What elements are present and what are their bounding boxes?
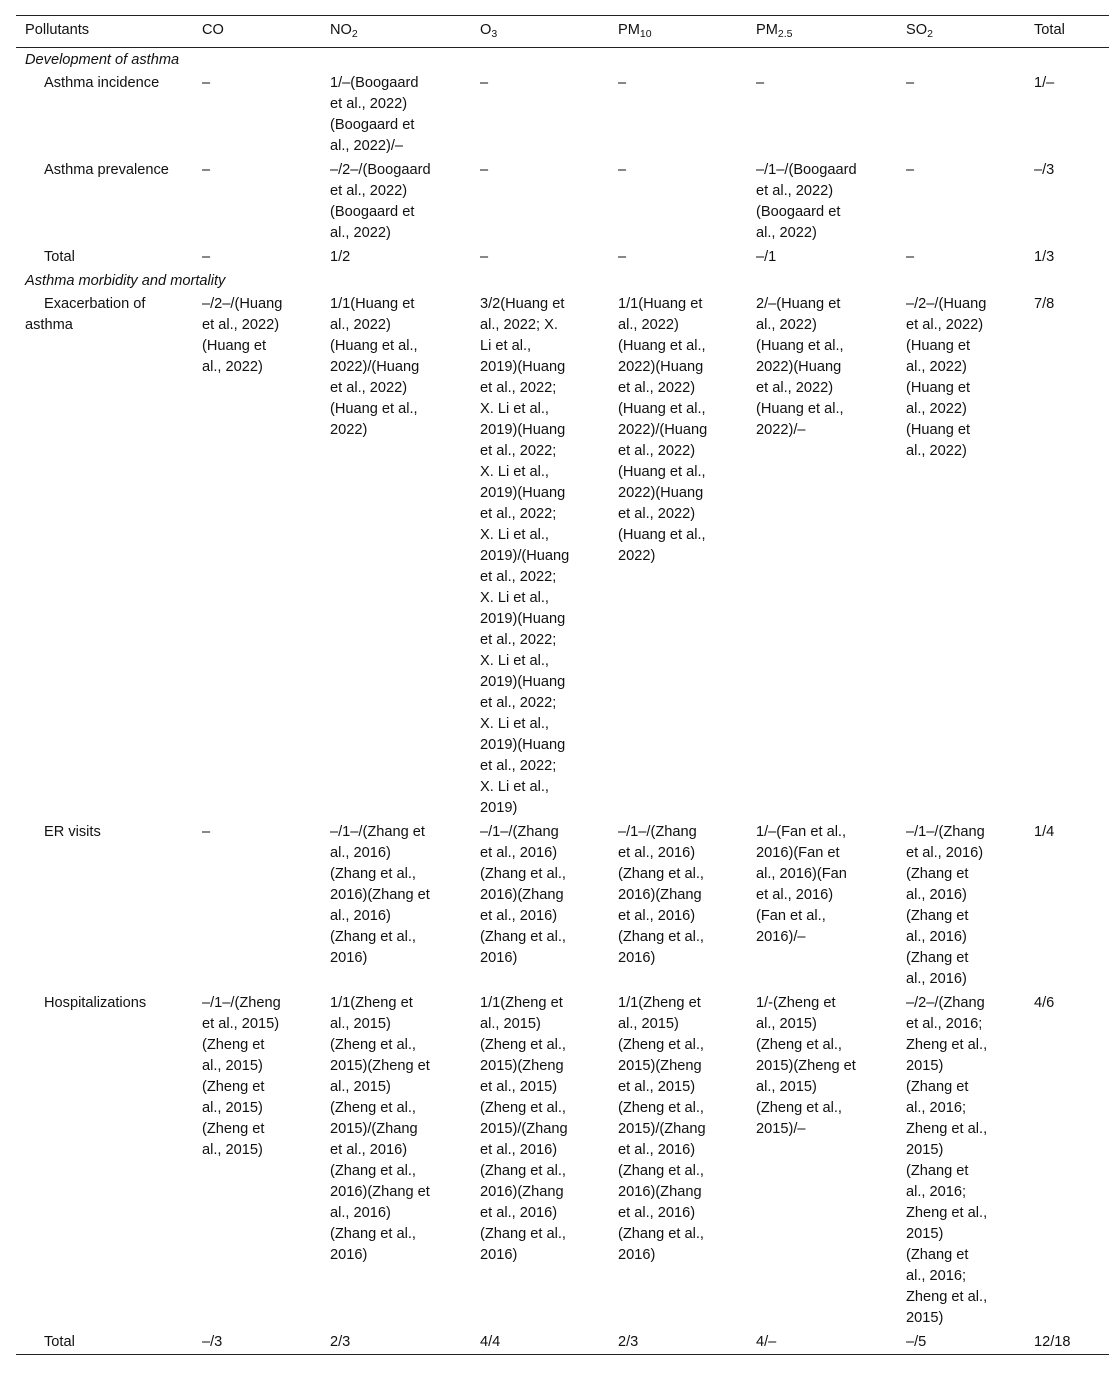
row-label: Total xyxy=(44,249,75,265)
header-co: CO xyxy=(202,22,224,38)
header-pm10: $PM_{10}$ xyxy=(618,22,652,40)
cell-so2: –/2–/(Zhang et al., 2016; Zheng et al., 2015) (Zhang et al., 2016; Zheng et al., 2015) (Zhang et al., 2016; Zheng et al., 2015) (Zhang et al., 2016; Zheng et al., 2015) xyxy=(906,995,988,1326)
cell-pm25: –/1 xyxy=(756,249,777,265)
cell-total: 12/18 xyxy=(1034,1334,1071,1350)
table-row-asthma-prevalence xyxy=(16,158,1109,245)
cell-pm25: –/1–/(Boogaard et al., 2022) (Boogaard et al., 2022) xyxy=(756,162,857,241)
cell-total: 1/4 xyxy=(1034,824,1055,840)
table-row-er-visits xyxy=(16,820,1109,991)
cell-so2: – xyxy=(906,249,915,265)
row-label: Asthma incidence xyxy=(44,75,160,91)
table-row-development-total xyxy=(16,245,1109,269)
cell-pm25: 2/–(Huang et al., 2022) (Huang et al., 2022)(Huang et al., 2022) (Huang et al., 2022)/– xyxy=(756,296,844,438)
row-label: Hospitalizations xyxy=(44,995,147,1011)
cell-no2: –/1–/(Zhang et al., 2016) (Zhang et al., 2016)(Zhang et al., 2016) (Zhang et al., 2016) xyxy=(330,824,430,966)
cell-pm10: – xyxy=(618,162,627,178)
cell-no2: –/2–/(Boogaard et al., 2022) (Boogaard et al., 2022) xyxy=(330,162,431,241)
cell-pm25: 4/– xyxy=(756,1334,777,1350)
header-pm25: $PM_{2.5}$ xyxy=(756,22,793,40)
cell-total: 7/8 xyxy=(1034,296,1055,312)
cell-total: 1/3 xyxy=(1034,249,1055,265)
cell-so2: – xyxy=(906,162,915,178)
cell-co: – xyxy=(202,75,211,91)
cell-pm10: 1/1(Huang et al., 2022) (Huang et al., 2022)(Huang et al., 2022) (Huang et al., 2022)/(Huang et al., 2022) (Huang et al., 2022)(Huang et al., 2022) (Huang et al., 2022) xyxy=(618,296,708,564)
cell-co: –/1–/(Zheng et al., 2015) (Zheng et al., 2015) (Zheng et al., 2015) (Zheng et al., 2015) xyxy=(202,995,281,1158)
cell-no2: 1/–(Boogaard et al., 2022) (Boogaard et al., 2022)/– xyxy=(330,75,419,154)
cell-pm10: –/1–/(Zhang et al., 2016) (Zhang et al., 2016)(Zhang et al., 2016) (Zhang et al., 2016) xyxy=(618,824,704,966)
row-label: Asthma prevalence xyxy=(44,162,169,178)
cell-o3: 1/1(Zheng et al., 2015) (Zheng et al., 2015)(Zheng et al., 2015) (Zheng et al., 2015)/(Zhang et al., 2016) (Zhang et al., 2016)(Zhang et al., 2016) (Zhang et al., 2016) xyxy=(480,995,568,1263)
cell-o3: 3/2(Huang et al., 2022; X. Li et al., 2019)(Huang et al., 2022; X. Li et al., 2019)(Huang et al., 2022; X. Li et al., 2019)(Huang et al., 2022; X. Li et al., 2019)/(Huang et al., 2022; X. Li et al., 2019)(Huang et al., 2022; X. Li et al., 2019)(Huang et al., 2022; X. Li et al., 2019)(Huang et al., 2022; X. Li et al., 2019) xyxy=(480,296,570,816)
header-total: Total xyxy=(1034,22,1065,38)
cell-co: –/2–/(Huang et al., 2022) (Huang et al., 2022) xyxy=(202,296,283,375)
cell-co: – xyxy=(202,824,211,840)
cell-co: – xyxy=(202,162,211,178)
cell-no2: 1/1(Zheng et al., 2015) (Zheng et al., 2015)(Zheng et al., 2015) (Zheng et al., 2015)/(Zhang et al., 2016) (Zhang et al., 2016)(Zhang et al., 2016) (Zhang et al., 2016) xyxy=(330,995,430,1263)
cell-pm25: – xyxy=(756,75,765,91)
cell-o3: 4/4 xyxy=(480,1334,501,1350)
cell-pm10: – xyxy=(618,249,627,265)
header-no2: $NO_2$ xyxy=(330,22,358,40)
cell-total: 4/6 xyxy=(1034,995,1055,1011)
header-so2: $SO_2$ xyxy=(906,22,933,40)
table-row-asthma-incidence xyxy=(16,71,1109,158)
cell-no2: 1/2 xyxy=(330,249,351,265)
cell-no2: 1/1(Huang et al., 2022) (Huang et al., 2022)/(Huang et al., 2022) (Huang et al., 2022) xyxy=(330,296,420,438)
cell-so2: –/1–/(Zhang et al., 2016) (Zhang et al., 2016) (Zhang et al., 2016) (Zhang et al., 2016) xyxy=(906,824,985,987)
cell-o3: –/1–/(Zhang et al., 2016) (Zhang et al., 2016)(Zhang et al., 2016) (Zhang et al., 2016) xyxy=(480,824,566,966)
cell-o3: – xyxy=(480,75,489,91)
cell-co: –/3 xyxy=(202,1334,223,1350)
section-heading-development xyxy=(16,48,1109,72)
table-row-exacerbation xyxy=(16,292,1109,820)
cell-pm10: 2/3 xyxy=(618,1334,639,1350)
cell-pm10: 1/1(Zheng et al., 2015) (Zheng et al., 2015)(Zheng et al., 2015) (Zheng et al., 2015)/(Zhang et al., 2016) (Zhang et al., 2016)(Zhang et al., 2016) (Zhang et al., 2016) xyxy=(618,995,706,1263)
cell-so2: –/2–/(Huang et al., 2022) (Huang et al., 2022) (Huang et al., 2022) (Huang et al., 2022) xyxy=(906,296,987,459)
cell-no2: 2/3 xyxy=(330,1334,351,1350)
row-label: Total xyxy=(44,1334,75,1350)
section-title: Development of asthma xyxy=(25,52,180,68)
section-heading-morbidity xyxy=(16,269,1109,292)
cell-total: –/3 xyxy=(1034,162,1055,178)
pollutant-asthma-table xyxy=(16,15,1109,1355)
cell-o3: – xyxy=(480,249,489,265)
cell-pm25: 1/–(Fan et al., 2016)(Fan et al., 2016)(Fan et al., 2016) (Fan et al., 2016)/– xyxy=(756,824,847,945)
header-o3: $O_3$ xyxy=(480,22,498,40)
cell-pm25: 1/-(Zheng et al., 2015) (Zheng et al., 2015)(Zheng et al., 2015) (Zheng et al., 2015)/– xyxy=(756,995,856,1137)
cell-o3: – xyxy=(480,162,489,178)
cell-pm10: – xyxy=(618,75,627,91)
table-row-morbidity-total xyxy=(16,1330,1109,1355)
row-label: ER visits xyxy=(44,824,101,840)
table-row-hospitalizations xyxy=(16,991,1109,1330)
cell-co: – xyxy=(202,249,211,265)
row-label: Exacerbation of asthma xyxy=(25,296,146,333)
cell-so2: – xyxy=(906,75,915,91)
cell-so2: –/5 xyxy=(906,1334,927,1350)
header-row xyxy=(16,16,1109,48)
section-title: Asthma morbidity and mortality xyxy=(25,273,226,289)
header-pollutants: Pollutants xyxy=(25,22,90,38)
cell-total: 1/– xyxy=(1034,75,1055,91)
